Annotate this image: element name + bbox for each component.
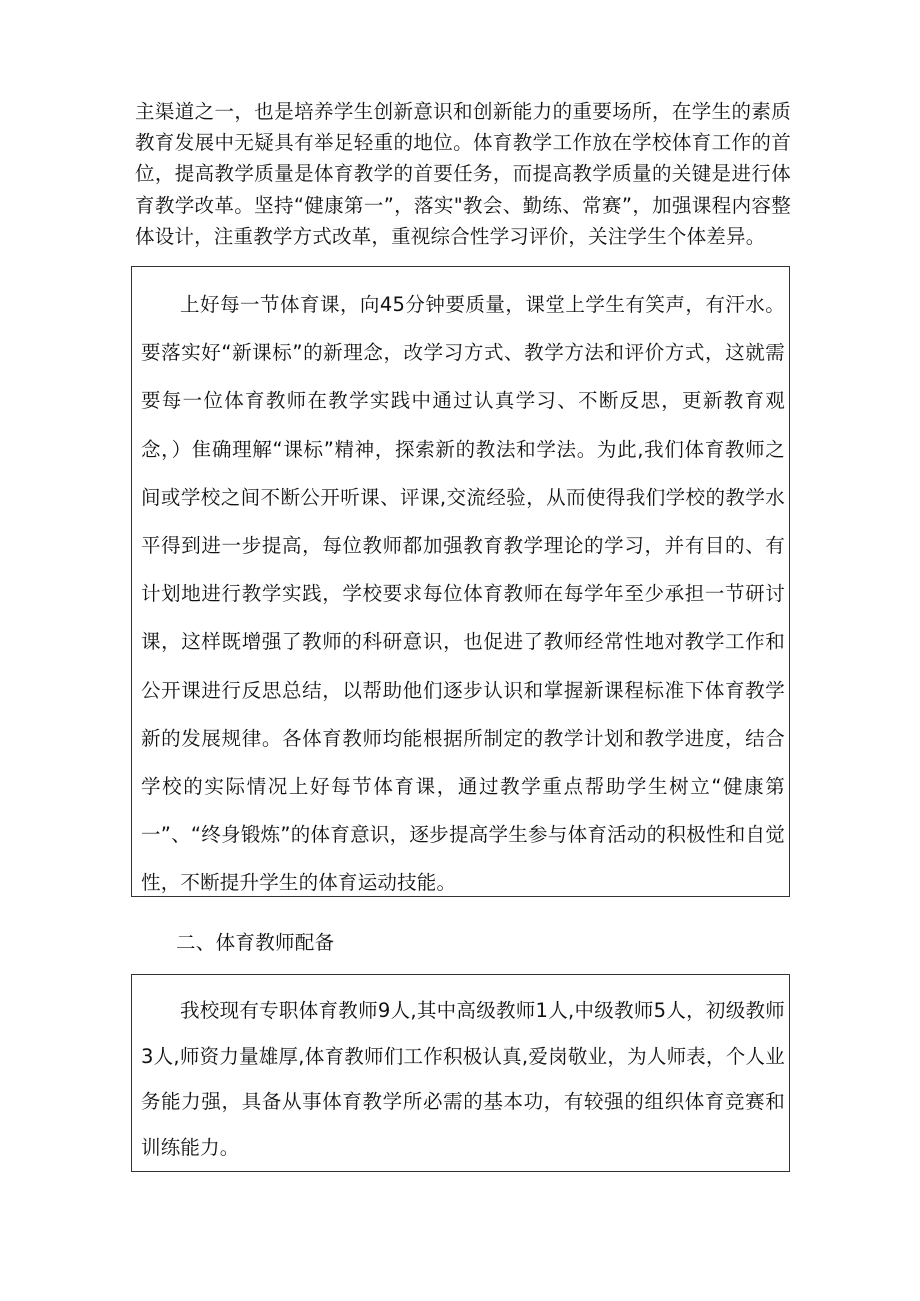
section-heading-teacher-staffing: 二、体育教师配备 (176, 931, 335, 954)
teaching-quality-box (131, 266, 790, 897)
teacher-staffing-paragraph: 我校现有专职体育教师9人,其中高级教师1人,中级教师5人，初级教师3人,师资力量雄厚,体育教师们工作积极认真,爱岗敬业，为人师表，个人业务能力强，具备从事体育教学所必需的基本功，有较强的组织体育竞赛和训练能力。 (141, 999, 785, 1159)
intro-paragraph: 主渠道之一，也是培养学生创新意识和创新能力的重要场所，在学生的素质教育发展中无疑具有举足轻重的地位。体育教学工作放在学校体育工作的首位，提高教学质量是体育教学的首要任务，而提高教学质量的关键是进行体育教学改革。坚持“健康第一”，落实"教会、勤练、常赛”，加强课程内容整体设计，注重教学方式改革，重视综合性学习评价，关注学生个体差异。 (135, 100, 791, 248)
teaching-quality-paragraph: 上好每一节体育课，向45分钟要质量，课堂上学生有笑声，有汗水。要落实好“新课标”的新理念，改学习方式、教学方法和评价方式，这就需要每一位体育教师在教学实践中通过认真学习、不断反思，更新教育观念，）隹确理解“课标”精神，探索新的教法和学法。为此,我们体育教师之间或学校之间不断公开听课、评课,交流经验，从而使得我们学校的教学水平得到进一步提高，每位教师都加强教育教学理论的学习，并有目的、有计划地进行教学实践，学校要求每位体育教师在每学年至少承担一节研讨课，这样既增强了教师的科研意识，也促进了教师经常性地对教学工作和公开课进行反思总结，以帮助他们逐步认识和掌握新课程标准下体育教学新的发展规律。各体育教师均能根据所制定的教学计划和教学进度，结合学校的实际情况上好每节体育课，通过教学重点帮助学生树立“健康第一”、“终身锻炼”的体育意识，逐步提高学生参与体育活动的积极性和自觉性，不断提升学生的体育运动技能。 (141, 293, 785, 895)
teacher-staffing-box (131, 974, 790, 1172)
